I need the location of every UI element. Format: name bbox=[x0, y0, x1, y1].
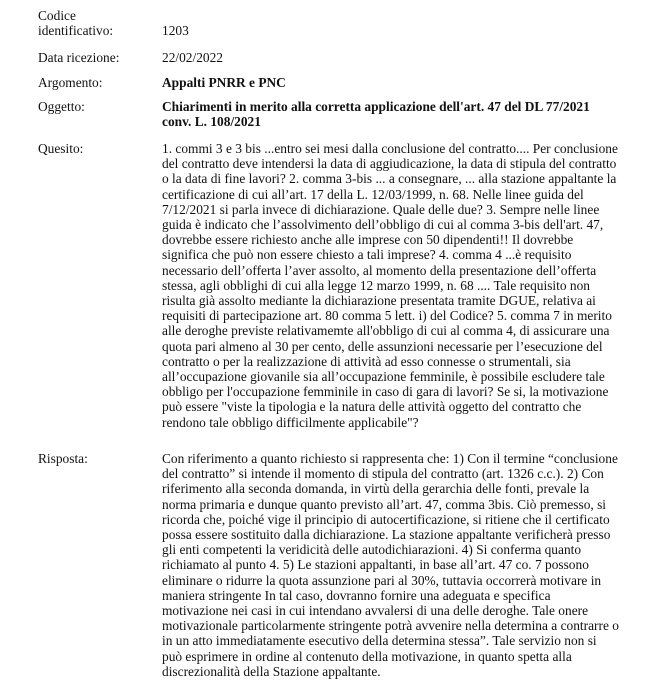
text-line: possa essere sostituito dalla dichiarazione. La stazione appaltante verificherà presso bbox=[162, 527, 611, 543]
text-line: eliminare o ridurre la quota assunzione pari al 30%, tuttavia occorrerà motivare in bbox=[162, 572, 602, 588]
label-argomento: Argomento: bbox=[38, 75, 103, 90]
text-line: riferimento alla seconda domanda, in virtù della gerarchia delle fonti, prevale la bbox=[162, 481, 590, 497]
label-data: Data ricezione: bbox=[38, 50, 120, 65]
text-line: 7/12/2021 si parla invece di dichiarazione. Quale delle due? 3. Sempre nelle linee bbox=[162, 201, 600, 217]
text-line: guida è indicato che l’assolvimento dell’obbligo di cui al comma 3-bis dell'art. 47, bbox=[162, 217, 604, 233]
text-line: in un atto immediatamente esecutivo della determina stessa”. Tale servizio non si bbox=[162, 633, 597, 649]
text-line: Chiarimenti in merito alla corretta applicazione dell'art. 47 del DL 77/2021 bbox=[162, 99, 590, 114]
text-line: 1. commi 3 e 3 bis ...entro sei mesi dalla conclusione del contratto.... Per conclusione bbox=[162, 141, 618, 156]
text-line: gli enti competenti la veridicità delle autodichiarazioni. 4) Si conferma quanto bbox=[162, 542, 582, 558]
label-quesito: Quesito: bbox=[38, 141, 84, 156]
value-oggetto bbox=[162, 99, 590, 129]
text-line: requisiti di partecipazione art. 80 comma 5 lett. i) del Codice? 5. comma 7 in merito bbox=[162, 308, 612, 324]
text-line: o la data di fine lavori? 2. comma 3-bis ... a consegnare, ... alla stazione appaltante la bbox=[162, 171, 617, 187]
text-line: contratto o per la realizzazione di attività ad esso connesse o strumentali, sia bbox=[162, 353, 571, 369]
text-line: necessario dell’offerta l’aver assolto, al momento della presentazione dell’offerta bbox=[162, 262, 597, 278]
text-line: dovrebbe essere richiesto anche alle imprese con 50 dipendenti!! Il dovrebbe bbox=[162, 232, 574, 248]
text-line: stessa, agli obblighi di cui alla legge 12 marzo 1999, n. 68 .... Tale requisito non bbox=[162, 277, 590, 293]
value-risposta bbox=[162, 451, 619, 679]
value-quesito bbox=[162, 141, 618, 430]
text-line: può esprimere in ordine al contenuto della motivazione, in quanto spetta alla bbox=[162, 648, 572, 664]
argomento-text: Appalti PNRR e PNC bbox=[162, 75, 286, 90]
text-line: obbligo per l'occupazione femminile in caso di gara di lavori? Se si, la motivazione bbox=[162, 384, 609, 400]
text-line: rendono tale obbligo difficilmente applicabile"? bbox=[162, 414, 419, 430]
text-line: norma primaria e dunque quanto previsto all’art. 47, comma 3bis. Ciò premesso, si bbox=[162, 496, 607, 512]
text-line: maniera stringente In tal caso, dovranno fornire una adeguata e specifica bbox=[162, 587, 551, 603]
text-line: alle deroghe previste relativamemte all'obbligo di cui al comma 4, di assicurare una bbox=[162, 323, 610, 339]
text-line: all’occupazione giovanile sia all’occupazione femminile, è possibile escludere tale bbox=[162, 369, 605, 385]
text-line: del contratto” si intende il momento di stipula del contratto (art. 1326 c.c.). 2) Con bbox=[162, 466, 604, 482]
text-line: certificazione di cui all’art. 17 della L. 12/03/1999, n. 68. Nelle linee guida del bbox=[162, 186, 584, 202]
text-line: ricorda che, poiché vige il principio di autocertificazione, si ritiene che il certificato bbox=[162, 511, 610, 527]
text-line: risulta già assolto mediante la dichiarazione presentata tramite DGUE, relativa ai bbox=[162, 293, 596, 309]
text-line: motivazione nei casi in cui intendano avvalersi di una delle deroghe. Tale onere bbox=[162, 603, 589, 619]
text-line: discrezionalità della Stazione appaltante. bbox=[162, 663, 381, 679]
text-line: può essere "viste la tipologia e la natura delle attività oggetto del contratto che bbox=[162, 399, 582, 415]
value-argomento bbox=[162, 75, 286, 90]
text-line: quota pari almeno al 30 per cento, delle assunzioni necessarie per l’esecuzione del bbox=[162, 338, 603, 354]
value-data: 22/02/2022 bbox=[162, 50, 224, 65]
label-oggetto: Oggetto: bbox=[38, 99, 85, 114]
value-codice: 1203 bbox=[162, 23, 189, 38]
label-codice bbox=[38, 8, 158, 38]
label-risposta: Risposta: bbox=[38, 451, 88, 466]
label-line: identificativo: bbox=[38, 23, 114, 39]
text-line: Con riferimento a quanto richiesto si rappresenta che: 1) Con il termine “conclusione bbox=[162, 451, 618, 466]
text-line: del contratto deve intendersi la data di aggiudicazione, la data di stipula del contratto bbox=[162, 156, 617, 172]
text-line: motivazionale particolarmente stringente potrà avvenire nella determina a contrarre o bbox=[162, 618, 619, 634]
text-line: conv. L. 108/2021 bbox=[162, 114, 261, 130]
text-line: significa che può non essere chiesto a tali imprese? 4. comma 4 ...è requisito bbox=[162, 247, 572, 263]
text-line: richiamato al punto 4. 5) Le stazioni appaltanti, in base all’art. 47 co. 7 possono bbox=[162, 557, 589, 573]
label-line: Codice bbox=[38, 8, 76, 23]
